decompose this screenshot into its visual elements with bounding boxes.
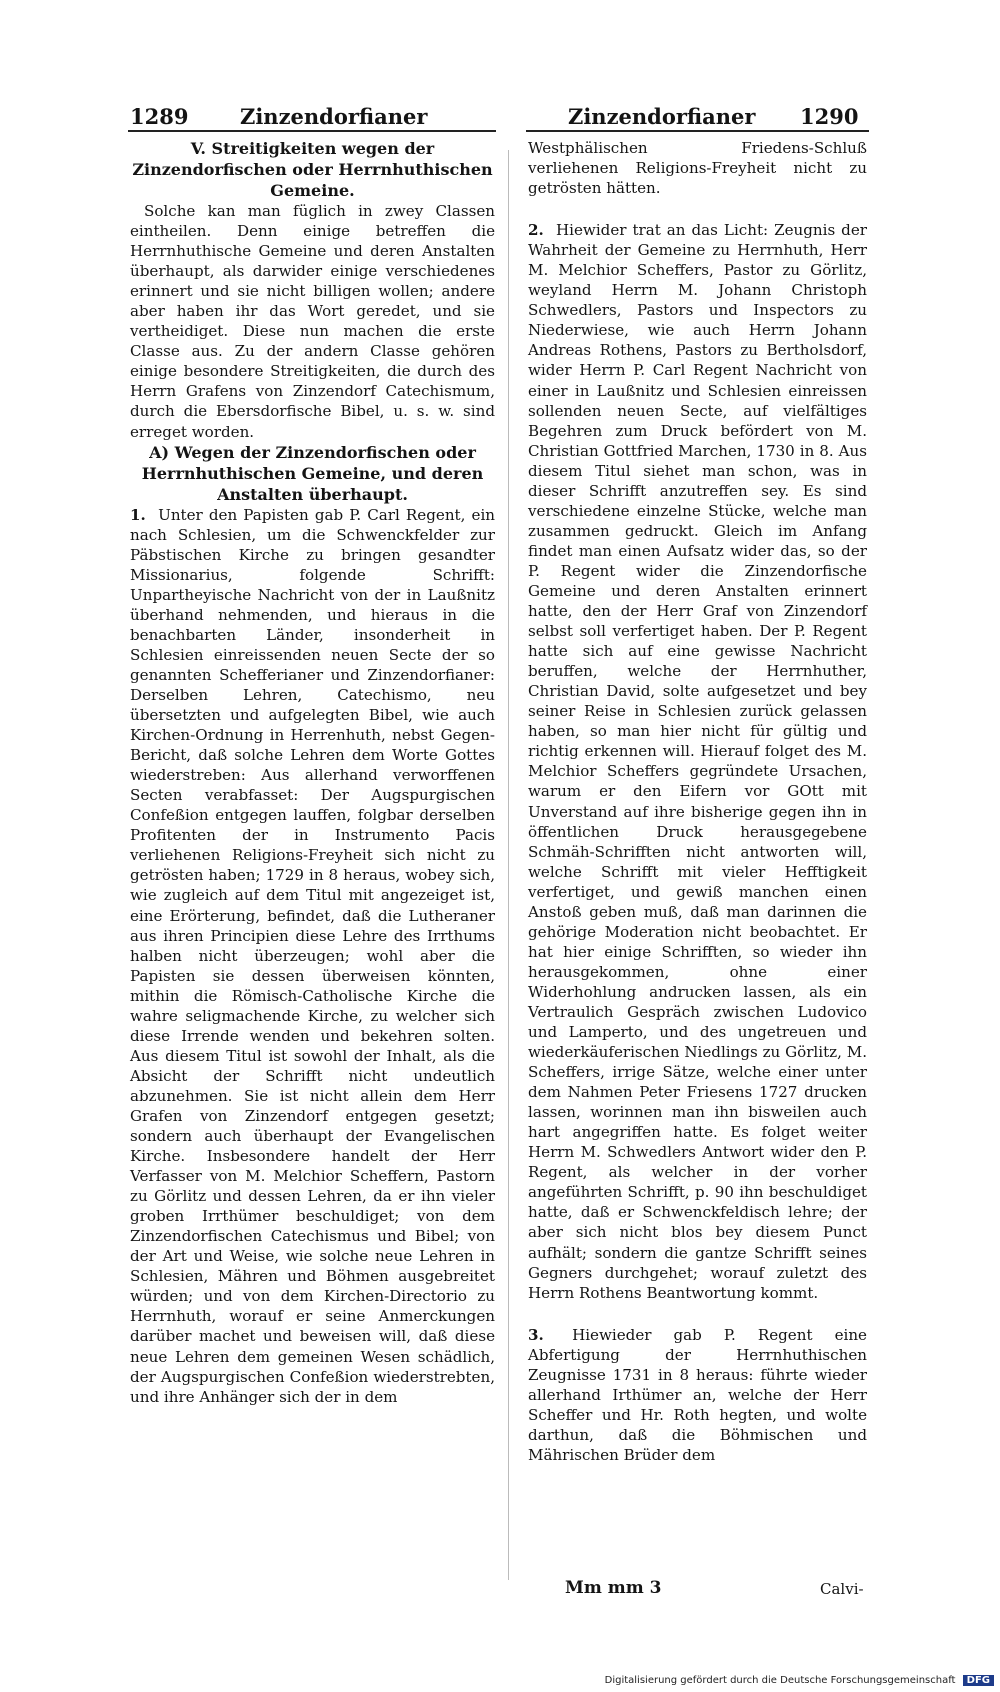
right-page-number: 1290	[800, 104, 859, 129]
entry-text: Hiewider trat an das Licht: Zeugnis der Wahrheit der Gemeine zu Herrnhuth, Herr M. Melchior Scheffers, Pastor zu Görlitz, weyland Herrn M. Johann Christoph Schwedlers, Pastors und Inspectors zu Niederwiese, wie auch Herrn Johann Andreas Rothens, Pastors zu Bertholsdorf, wider Herrn P. Carl Regent Nachricht von einer in Laußnitz und Schlesien einreissen sollenden neuen Secte, auf vielfältiges Begehren zum Druck befördert von M. Christian Gottfried Marchen, 1730 in 8. Aus diesem Titul siehet man schon, was in dieser Schrifft anzutreffen sey. Es sind verschiedene einzelne Stücke, welche man zusammen gedruckt. Gleich im Anfang findet man einen Aufsatz wider das, so der P. Regent wider die Zinzendorfische Gemeine und deren Anstalten erinnert hatte, den der Herr Graf von Zinzendorf selbst soll verfertiget haben. Der P. Regent hatte sich auf eine gewisse Nachricht beruffen, welche der Herrnhuther, Christian David, solte aufgesetzet und bey seiner Reise in Schlesien zurück gelassen haben, so man hier nicht für gültig und richtig erkennen will. Hierauf folget des M. Melchior Scheffers gegründete Ursachen, warum er den Eifern vor GOtt mit Unverstand auf ihre bisherige gegen ihn in öffentlichen Druck herausgegebene Schmäh-Schrifften nicht antworten will, welche Schrifft mit vieler Hefftigkeit verfertiget, und gewiß manchen einen Anstoß geben muß, daß man darinnen die gehörige Moderation nicht beobachtet. Er hat hier einige Schrifften, so wieder ihn herausgekommen, ohne einer Widerhohlung andrucken lassen, als ein Vertraulich Gespräch zwischen Ludovico und Lamperto, und des ungetreuen und wiederkäuferischen Niedlings zu Görlitz, M. Scheffers, irrige Sätze, welche einer unter dem Nahmen Peter Friesens 1727 drucken lassen, worinnen man ihn bisweilen auch hart angegriffen hatte. Es folget weiter Herrn M. Schwedlers Antwort wider den P. Regent, als welcher in der vorher angeführten Schrifft, p. 90 ihn beschuldiget hatte, daß er Schwenckfeldisch lehre; der aber sich nicht blos bey diesem Punct aufhält; sondern die gantze Schrifft seines Gegners durchgehet; worauf zuletzt des Herrn Rothens Beantwortung kommt.	[528, 221, 867, 1302]
intro-paragraph: Solche kan man füglich in zwey Classen eintheilen. Denn einige betreffen die Herrnhuthische Gemeine und deren Anstalten überhaupt, als darwider einige verschiedenes erinnert und sie nicht billigen wollen; andere aber haben ihr das Wort geredet, und sie vertheidiget. Diese nun machen die erste Classe aus. Zu der andern Classe gehören einige besondere Streitigkeiten, die durch des Herrn Grafens von Zinzendorf Catechismum, durch die Ebersdorfische Bibel, u. s. w. sind erreget worden.	[130, 202, 495, 441]
spacer	[528, 198, 867, 220]
entry-3	[528, 1325, 867, 1465]
left-column	[130, 138, 495, 1407]
dfg-logo: DFG	[963, 1675, 994, 1686]
signature-mark: Mm mm 3	[565, 1578, 662, 1598]
right-column	[528, 138, 867, 1465]
entry-1	[130, 505, 495, 1407]
digitization-footer	[605, 1675, 994, 1686]
entry-number: 2.	[528, 221, 544, 240]
entry-text: Unter den Papisten gab P. Carl Regent, ein nach Schlesien, um die Schwenckfelder zur Päbstischen Kirche zu bringen gesandter Missionarius, folgende Schrifft: Unpartheyische Nachricht von der in Laußnitz überhand nehmenden, und hieraus in die benachbarten Länder, insonderheit in Schlesien einreissenden neuen Secte der so genannten Schefferianer und Zinzendorfianer: Derselben Lehren, Catechismo, neu übersetzten und aufgelegten Bibel, wie auch Kirchen-Ordnung in Herrenhuth, nebst Gegen-Bericht, daß solche Lehren dem Worte Gottes wiederstreben: Aus allerhand verworffenen Secten verabfasset: Der Augspurgischen Confeßion entgegen lauffen, folgbar derselben Profitenten der in Instrumento Pacis verliehenen Religions-Freyheit sich nicht zu getrösten haben; 1729 in 8 heraus, wobey sich, wie zugleich auf dem Titul mit angezeiget ist, eine Erörterung, befindet, daß die Lutheraner aus ihren Principien diese Lehre des Irrthums halben nicht überzeugen; wohl aber die Papisten sie dessen überweisen könnten, mithin die Römisch-Catholische Kirche die wahre seligmachende Kirche, zu welcher sich diese Irrende wenden und bekehren solten. Aus diesem Titul ist sowohl der Inhalt, als die Absicht der Schrifft nicht undeutlich abzunehmen. Sie ist nicht allein dem Herr Grafen von Zinzendorf entgegen gesetzt; sondern auch überhaupt der Evangelischen Kirche. Insbesondere handelt der Herr Verfasser von M. Melchior Scheffern, Pastorn zu Görlitz und dessen Lehren, da er ihn vieler groben Irrthümer beschuldiget; von dem Zinzendorfischen Catechismus und Bibel; von der Art und Weise, wie solche neue Lehren in Schlesien, Mähren und Böhmen ausgebreitet würden; und von dem Kirchen-Directorio zu Herrnhuth, worauf er seine Anmerckungen darüber machet und beweisen will, daß diese neue Lehren dem gemeinen Wesen schädlich, der Augspurgischen Confeßion wiederstrebten, und ihre Anhänger sich der in dem	[130, 505, 495, 1406]
entry-text: Hiewieder gab P. Regent eine Abfertigung der Herrnhuthischen Zeugnisse 1731 in 8 heraus: führte wieder allerhand Irthümer an, welche der Herr Scheffer und Hr. Roth hegten, und wolte darthun, daß die Böhmischen und Mährischen Brüder dem	[528, 1325, 867, 1464]
entry-number: 3.	[528, 1325, 544, 1344]
left-running-title: Zinzendorfianer	[240, 104, 428, 129]
column-divider	[508, 150, 509, 1580]
entry-number: 1.	[130, 505, 146, 524]
right-running-title: Zinzendorfianer	[568, 104, 756, 129]
section-heading-a: A) Wegen der Zinzendorfischen oder Herrnhuthischen Gemeine, und deren Anstalten überhaupt.	[141, 442, 484, 504]
left-page-number: 1289	[130, 104, 189, 129]
section-heading-v: V. Streitigkeiten wegen der Zinzendorfischen oder Herrnhuthischen Gemeine.	[132, 139, 493, 200]
footer-text: Digitalisierung gefördert durch die Deutsche Forschungsgemeinschaft	[604, 1675, 956, 1686]
catchword: Calvi-	[820, 1580, 864, 1598]
right-header-rule	[526, 130, 869, 132]
spacer	[528, 1303, 867, 1325]
left-header-rule	[128, 130, 496, 132]
continuation-paragraph: Westphälischen Friedens-Schluß verliehenen Religions-Freyheit nicht zu getrösten hätten.	[528, 139, 867, 198]
entry-2	[528, 220, 867, 1303]
